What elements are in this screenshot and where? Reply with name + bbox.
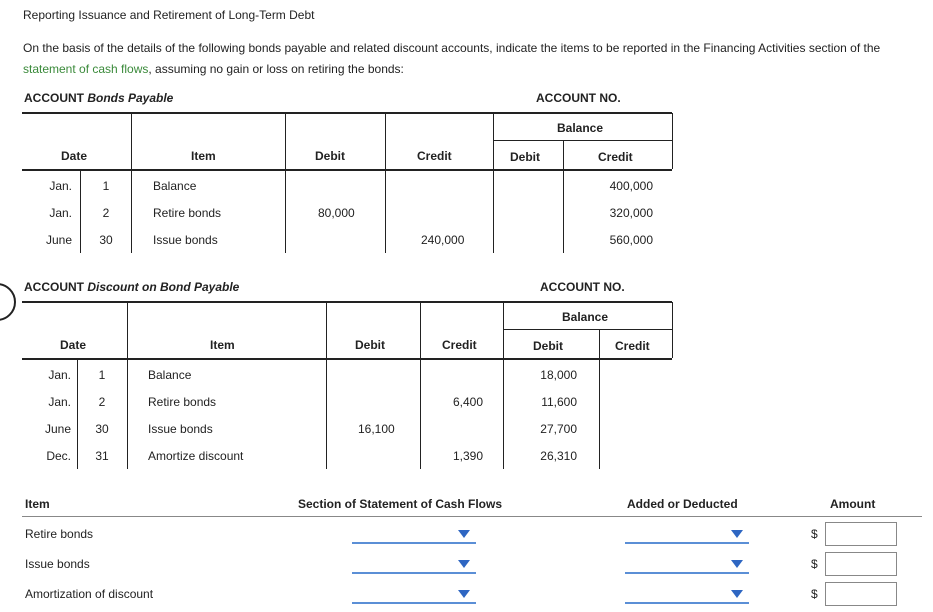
ledger2-row-bal-debit: 11,600	[541, 395, 577, 409]
ledger2-row-credit: 6,400	[452, 395, 483, 409]
ledger1-header-rule	[22, 169, 672, 171]
ledger2-col-debit: Debit	[355, 338, 385, 352]
ledger2-col-balance: Balance	[562, 310, 609, 324]
dollar-sign: $	[811, 527, 818, 541]
ledger1-vline	[672, 113, 673, 169]
statement-of-cash-flows-link[interactable]: statement of cash flows	[23, 62, 149, 76]
ledger1-vline	[563, 171, 564, 253]
answer-col-item: Item	[25, 497, 50, 511]
section-dropdown[interactable]	[352, 526, 476, 544]
ledger2-vline	[326, 360, 327, 469]
ledger1-balance-rule	[493, 140, 672, 141]
ledger1-row-item: Balance	[153, 179, 197, 193]
ledger1-account-prefix: ACCOUNT	[24, 91, 88, 105]
ledger2-header-rule	[22, 358, 672, 360]
ledger2-top-rule	[22, 301, 672, 303]
ledger2-row-bal-debit: 26,310	[540, 449, 577, 463]
ledger2-row-day: 31	[95, 449, 109, 463]
ledger2-row-debit: 16,100	[358, 422, 395, 436]
chevron-down-icon[interactable]	[458, 560, 470, 568]
section-dropdown[interactable]	[352, 556, 476, 574]
ledger1-row-day: 1	[102, 179, 110, 193]
ledger1-col-bal-credit: Credit	[598, 150, 633, 164]
ledger2-account-label	[24, 280, 239, 294]
ledger2-vline	[326, 302, 327, 358]
ledger2-row-month: Jan.	[48, 395, 71, 409]
ledger1-vline	[285, 113, 286, 169]
page-title: Reporting Issuance and Retirement of Long-Term Debt	[23, 8, 315, 22]
ledger1-row-bal-credit: 560,000	[609, 233, 653, 247]
answer-row-item: Retire bonds	[25, 527, 94, 541]
ledger1-account-label	[24, 91, 173, 105]
answer-col-added: Added or Deducted	[627, 497, 738, 511]
ledger2-row-day: 2	[98, 395, 106, 409]
dollar-sign: $	[811, 557, 818, 571]
dollar-sign: $	[811, 587, 818, 601]
chevron-down-icon[interactable]	[731, 590, 743, 598]
ledger1-vline	[131, 171, 132, 253]
answer-col-section: Section of Statement of Cash Flows	[298, 497, 503, 511]
added-deducted-dropdown[interactable]	[625, 556, 749, 574]
ledger1-vline	[493, 113, 494, 169]
ledger2-vline	[503, 360, 504, 469]
ledger2-vline	[77, 360, 78, 469]
answer-row-item: Amortization of discount	[25, 587, 154, 601]
ledger2-account-name: Discount on Bond Payable	[87, 280, 240, 294]
ledger1-row-bal-credit: 400,000	[609, 179, 653, 193]
chevron-down-icon[interactable]	[458, 590, 470, 598]
amount-input[interactable]	[825, 522, 897, 546]
ledger2-row-month: June	[44, 422, 71, 436]
ledger1-account-name: Bonds Payable	[87, 91, 174, 105]
ledger2-vline	[503, 302, 504, 358]
ledger1-vline	[493, 171, 494, 253]
ledger2-row-item: Issue bonds	[148, 422, 213, 436]
ledger1-row-day: 2	[102, 206, 110, 220]
answer-row-item: Issue bonds	[25, 557, 90, 571]
answer-header-rule	[22, 516, 922, 517]
ledger2-vline	[420, 360, 421, 469]
ledger2-row-day: 30	[95, 422, 109, 436]
added-deducted-dropdown[interactable]	[625, 526, 749, 544]
ledger1-col-credit: Credit	[417, 149, 452, 163]
ledger1-col-bal-debit: Debit	[510, 150, 540, 164]
ledger2-row-bal-debit: 18,000	[540, 368, 577, 382]
chevron-down-icon[interactable]	[731, 560, 743, 568]
ledger2-col-item: Item	[210, 338, 235, 352]
amount-input[interactable]	[825, 552, 897, 576]
ledger2-row-item: Amortize discount	[148, 449, 244, 463]
ledger1-vline	[285, 171, 286, 253]
radio-circle-icon	[0, 283, 16, 321]
ledger2-vline	[420, 302, 421, 358]
ledger1-vline	[80, 171, 81, 253]
instruction-text-before: On the basis of the details of the following bonds payable and related discount accounts, indicate the items to be reported in the Financing Activities section of the	[23, 41, 881, 55]
ledger2-row-bal-debit: 27,700	[540, 422, 577, 436]
chevron-down-icon[interactable]	[458, 530, 470, 538]
ledger2-row-day: 1	[98, 368, 106, 382]
ledger2-row-credit: 1,390	[452, 449, 483, 463]
ledger2-col-bal-debit: Debit	[533, 339, 563, 353]
ledger2-balance-rule	[503, 329, 672, 330]
ledger2-row-item: Retire bonds	[148, 395, 217, 409]
ledger1-row-item: Retire bonds	[153, 206, 222, 220]
ledger1-row-debit: 80,000	[318, 206, 355, 220]
ledger2-row-month: Jan.	[48, 368, 71, 382]
instructions	[23, 38, 923, 80]
ledger2-vline	[599, 330, 600, 358]
ledger1-row-credit: 240,000	[421, 233, 465, 247]
ledger1-row-item: Issue bonds	[153, 233, 218, 247]
ledger2-col-bal-credit: Credit	[615, 339, 650, 353]
ledger1-top-rule	[22, 112, 672, 114]
chevron-down-icon[interactable]	[731, 530, 743, 538]
ledger2-col-date: Date	[60, 338, 87, 352]
ledger1-account-no: ACCOUNT NO.	[536, 91, 621, 105]
ledger1-col-item: Item	[191, 149, 216, 163]
ledger2-vline	[672, 302, 673, 358]
ledger2-row-item: Balance	[148, 368, 192, 382]
ledger1-row-month: Jan.	[49, 206, 72, 220]
ledger1-row-month: June	[45, 233, 72, 247]
ledger1-row-bal-credit: 320,000	[609, 206, 653, 220]
ledger2-vline	[127, 360, 128, 469]
instruction-text-after: , assuming no gain or loss on retiring the bonds:	[148, 62, 404, 76]
added-deducted-dropdown[interactable]	[625, 586, 749, 604]
ledger1-row-month: Jan.	[49, 179, 72, 193]
ledger2-account-no: ACCOUNT NO.	[540, 280, 625, 294]
ledger1-col-debit: Debit	[315, 149, 345, 163]
ledger1-vline	[385, 171, 386, 253]
ledger2-row-month: Dec.	[46, 449, 71, 463]
ledger1-vline	[131, 113, 132, 169]
ledger1-col-date: Date	[61, 149, 88, 163]
ledger2-col-credit: Credit	[442, 338, 477, 352]
ledger2-account-prefix: ACCOUNT	[24, 280, 88, 294]
ledger1-row-day: 30	[99, 233, 113, 247]
ledger1-vline	[385, 113, 386, 169]
ledger1-vline	[563, 141, 564, 169]
answer-col-amount: Amount	[830, 497, 876, 511]
ledger2-vline	[599, 360, 600, 469]
amount-input[interactable]	[825, 582, 897, 606]
section-dropdown[interactable]	[352, 586, 476, 604]
ledger1-col-balance: Balance	[557, 121, 604, 135]
ledger2-vline	[127, 302, 128, 358]
